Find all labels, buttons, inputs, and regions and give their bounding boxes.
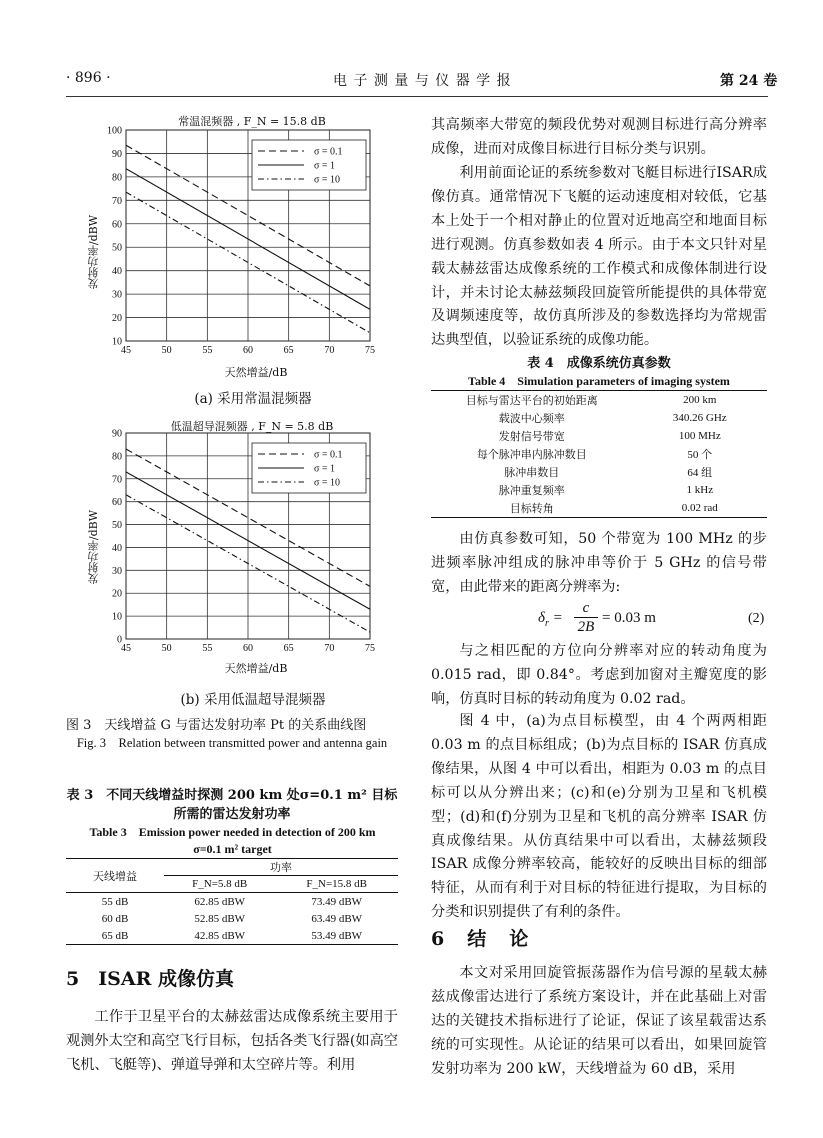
table-row xyxy=(66,927,398,945)
figure-caption-en: Fig. 3 Relation between transmitted power and antenna gain xyxy=(76,736,388,750)
table3-header-gain: 天线增益 xyxy=(93,870,137,883)
table-cell: 63.49 dBW xyxy=(311,912,363,925)
x-tick-label: 45 xyxy=(121,345,131,356)
x-tick-label: 50 xyxy=(161,643,172,654)
body-paragraph: 本文对采用回旋管振荡器作为信号源的星载太赫兹成像雷达进行了系统方案设计，并在此基础上对雷达的关键技术指标进行了论证，保证了该星载雷达系统的可实现性。从论证的结果可以看出，如果回旋管发射功率为 200 kW，天线增益为 60 dB，采用 xyxy=(431,965,767,1077)
table3-subheader: F_N=5.8 dB xyxy=(164,876,275,893)
x-tick-label: 65 xyxy=(283,345,294,356)
table-cell: 62.85 dBW xyxy=(194,895,246,908)
table-cell: 340.26 GHz xyxy=(672,412,727,424)
table-row xyxy=(431,463,767,481)
x-tick-label: 60 xyxy=(243,345,253,356)
chart-a-title: 常温混频器 , F_N = 15.8 dB xyxy=(178,115,326,128)
chart-b-title: 低温超导混频器 , F_N = 5.8 dB xyxy=(170,420,334,433)
body-paragraph: 由仿真参数可知，50 个带宽为 100 MHz 的步进频率脉冲组成的脉冲串等价于 5 GHz 的信号带宽，由此带来的距离分辨率为: xyxy=(431,531,767,595)
figure-caption-cn: 图 3 天线增益 G 与雷达发射功率 Pt 的关系曲线图 xyxy=(66,718,367,733)
body-paragraph: 与之相匹配的方位向分辨率对应的转动角度为 0.015 rad，即 0.84°。考虑到加窗对主瓣宽度的影响，仿真时目标的转动角度为 0.02 rad。 xyxy=(431,643,767,707)
table-row xyxy=(66,910,398,927)
body-paragraph: 其高频率大带宽的频段优势对观测目标进行高分辨率成像，进而对成像目标进行目标分类与识别。 xyxy=(431,117,767,157)
section-heading: 6 结 论 xyxy=(431,928,531,950)
y-tick-label: 50 xyxy=(112,520,122,532)
x-tick-label: 50 xyxy=(161,345,172,356)
chart-a-ylabel: 发射功率/dBW xyxy=(87,215,100,290)
y-tick-label: 70 xyxy=(112,474,122,486)
y-tick-label: 90 xyxy=(112,148,122,160)
y-tick-label: 80 xyxy=(112,172,122,184)
table-cell: 65 dB xyxy=(101,929,129,942)
table-cell: 60 dB xyxy=(101,912,129,925)
table-cell: 55 dB xyxy=(101,895,129,908)
table-cell: 52.85 dBW xyxy=(194,912,246,925)
legend-label: σ = 0.1 xyxy=(314,146,343,158)
x-tick-label: 70 xyxy=(324,345,335,356)
y-tick-label: 0 xyxy=(117,634,122,646)
table-row xyxy=(66,893,398,911)
table-row xyxy=(431,481,767,499)
x-tick-label: 75 xyxy=(365,345,375,356)
equation-result: = 0.03 m xyxy=(602,610,656,626)
table-row xyxy=(431,427,767,445)
equation-number: (2) xyxy=(748,611,765,626)
chart-a-xlabel: 天然增益/dB xyxy=(224,366,288,379)
table3-caption-en: Table 3 Emission power needed in detection of 200 km σ=0.1 m² target xyxy=(89,825,376,856)
table-row xyxy=(431,445,767,463)
table-row xyxy=(431,409,767,427)
table3-caption-cn: 表 3 不同天线增益时探测 200 km 处σ=0.1 m² 目标所需的雷达发射功率 xyxy=(66,788,398,822)
y-tick-label: 50 xyxy=(112,242,122,254)
section-heading: 5 ISAR 成像仿真 xyxy=(66,968,234,990)
x-tick-label: 55 xyxy=(202,643,213,654)
table-cell: 载波中心频率 xyxy=(498,413,565,425)
body-paragraph: 图 4 中，(a)为点目标模型，由 4 个两两相距 0.03 m 的点目标组成；(b)为点目标的 ISAR 仿真成像结果，从图 4 中可以看出，相距为 0.03 m 的点目标可以从分辨出来；(c)和(e)分别为卫星和飞机模型；(d)和(f)分别为卫星和飞机的高分辨率 ISAR 仿真成像结果。从仿真结果中可以看出，太赫兹频段 ISAR 成像分辨率较高，能较好的反映出目标的细部特征，从而有利于对目标的特征进行提取，为目标的分类和识别提供了有利的条件。 xyxy=(431,713,767,921)
table-cell: 64 组 xyxy=(687,467,713,479)
table-row xyxy=(431,391,767,410)
table-cell: 目标与雷达平台的初始距离 xyxy=(465,395,598,407)
header-rule xyxy=(66,96,768,97)
y-tick-label: 30 xyxy=(112,565,122,577)
chart-b-ylabel: 发射功率/dBW xyxy=(87,510,100,585)
chart-b-subcaption: (b) 采用低温超导混频器 xyxy=(180,692,326,708)
x-tick-label: 55 xyxy=(202,345,213,356)
y-tick-label: 20 xyxy=(112,313,122,325)
y-tick-label: 40 xyxy=(112,542,122,554)
table-cell: 每个脉冲串内脉冲数目 xyxy=(476,449,587,461)
legend-label: σ = 0.1 xyxy=(314,449,343,461)
table4-caption-en: Table 4 Simulation parameters of imaging system xyxy=(468,374,730,388)
chart-a xyxy=(98,125,388,360)
y-tick-label: 10 xyxy=(112,336,122,348)
y-tick-label: 90 xyxy=(112,428,122,440)
table-cell: 50 个 xyxy=(687,449,713,461)
body-paragraph: 利用前面论证的系统参数对飞艇目标进行ISAR成像仿真。通常情况下飞艇的运动速度相对较低，它基本上处于一个相对静止的位置对近地高空和地面目标进行观测。仿真参数如表 4 所示。由于本文只针对星载太赫兹雷达成像系统的工作模式和成像体制进行设计，并未讨论太赫兹频段回旋管所能提供的具体带宽及调频速度等，故仿真所涉及的参数选择均为常规雷达典型值，以验证系统的成像功能。 xyxy=(431,165,767,349)
chart-b xyxy=(98,427,388,657)
chart-a-subcaption: (a) 采用常温混频器 xyxy=(194,391,312,407)
table-row xyxy=(431,499,767,518)
table4 xyxy=(431,390,767,518)
legend-label: σ = 10 xyxy=(314,477,341,489)
table-cell: 73.49 dBW xyxy=(311,895,363,908)
table-cell: 100 MHz xyxy=(678,430,721,442)
y-tick-label: 70 xyxy=(112,195,122,207)
table-cell: 0.02 rad xyxy=(681,502,718,514)
x-tick-label: 60 xyxy=(243,643,253,654)
journal-title: 电 子 测 量 与 仪 器 学 报 xyxy=(333,73,512,89)
equation: $\delta_r$ = c 2B = 0.03 m xyxy=(538,600,656,635)
table-cell: 42.85 dBW xyxy=(194,929,246,942)
legend-label: σ = 1 xyxy=(314,160,336,172)
y-tick-label: 20 xyxy=(112,588,122,600)
table3 xyxy=(66,858,398,945)
table4-caption-cn: 表 4 成像系统仿真参数 xyxy=(527,356,671,371)
table-cell: 脉冲重复频率 xyxy=(498,485,565,497)
legend-label: σ = 10 xyxy=(314,174,341,186)
table-cell: 53.49 dBW xyxy=(311,929,363,942)
x-tick-label: 75 xyxy=(365,643,375,654)
table-cell: 1 kHz xyxy=(686,484,714,496)
y-tick-label: 60 xyxy=(112,497,122,509)
chart-b-xlabel: 天然增益/dB xyxy=(224,662,288,675)
x-tick-label: 70 xyxy=(324,643,335,654)
y-tick-label: 30 xyxy=(112,289,122,301)
table-cell: 目标转角 xyxy=(509,503,554,515)
table-cell: 200 km xyxy=(683,394,717,406)
y-tick-label: 60 xyxy=(112,219,122,231)
x-tick-label: 45 xyxy=(121,643,131,654)
y-tick-label: 100 xyxy=(107,125,122,137)
table-cell: 发射信号带宽 xyxy=(498,431,565,443)
volume-label: 第 24 卷 xyxy=(720,73,778,89)
page-number: · 896 · xyxy=(66,70,111,86)
body-paragraph: 工作于卫星平台的太赫兹雷达成像系统主要用于观测外太空和高空飞行目标，包括各类飞行器(如高空飞机、飞艇等)、弹道导弹和太空碎片等。利用 xyxy=(66,1009,398,1073)
legend-label: σ = 1 xyxy=(314,463,336,475)
table3-header-power: 功率 xyxy=(270,862,292,874)
table3-subheader: F_N=15.8 dB xyxy=(275,876,398,893)
y-tick-label: 10 xyxy=(112,611,122,623)
y-tick-label: 80 xyxy=(112,451,122,463)
table-cell: 脉冲串数目 xyxy=(504,467,560,479)
y-tick-label: 40 xyxy=(112,266,122,278)
x-tick-label: 65 xyxy=(283,643,294,654)
